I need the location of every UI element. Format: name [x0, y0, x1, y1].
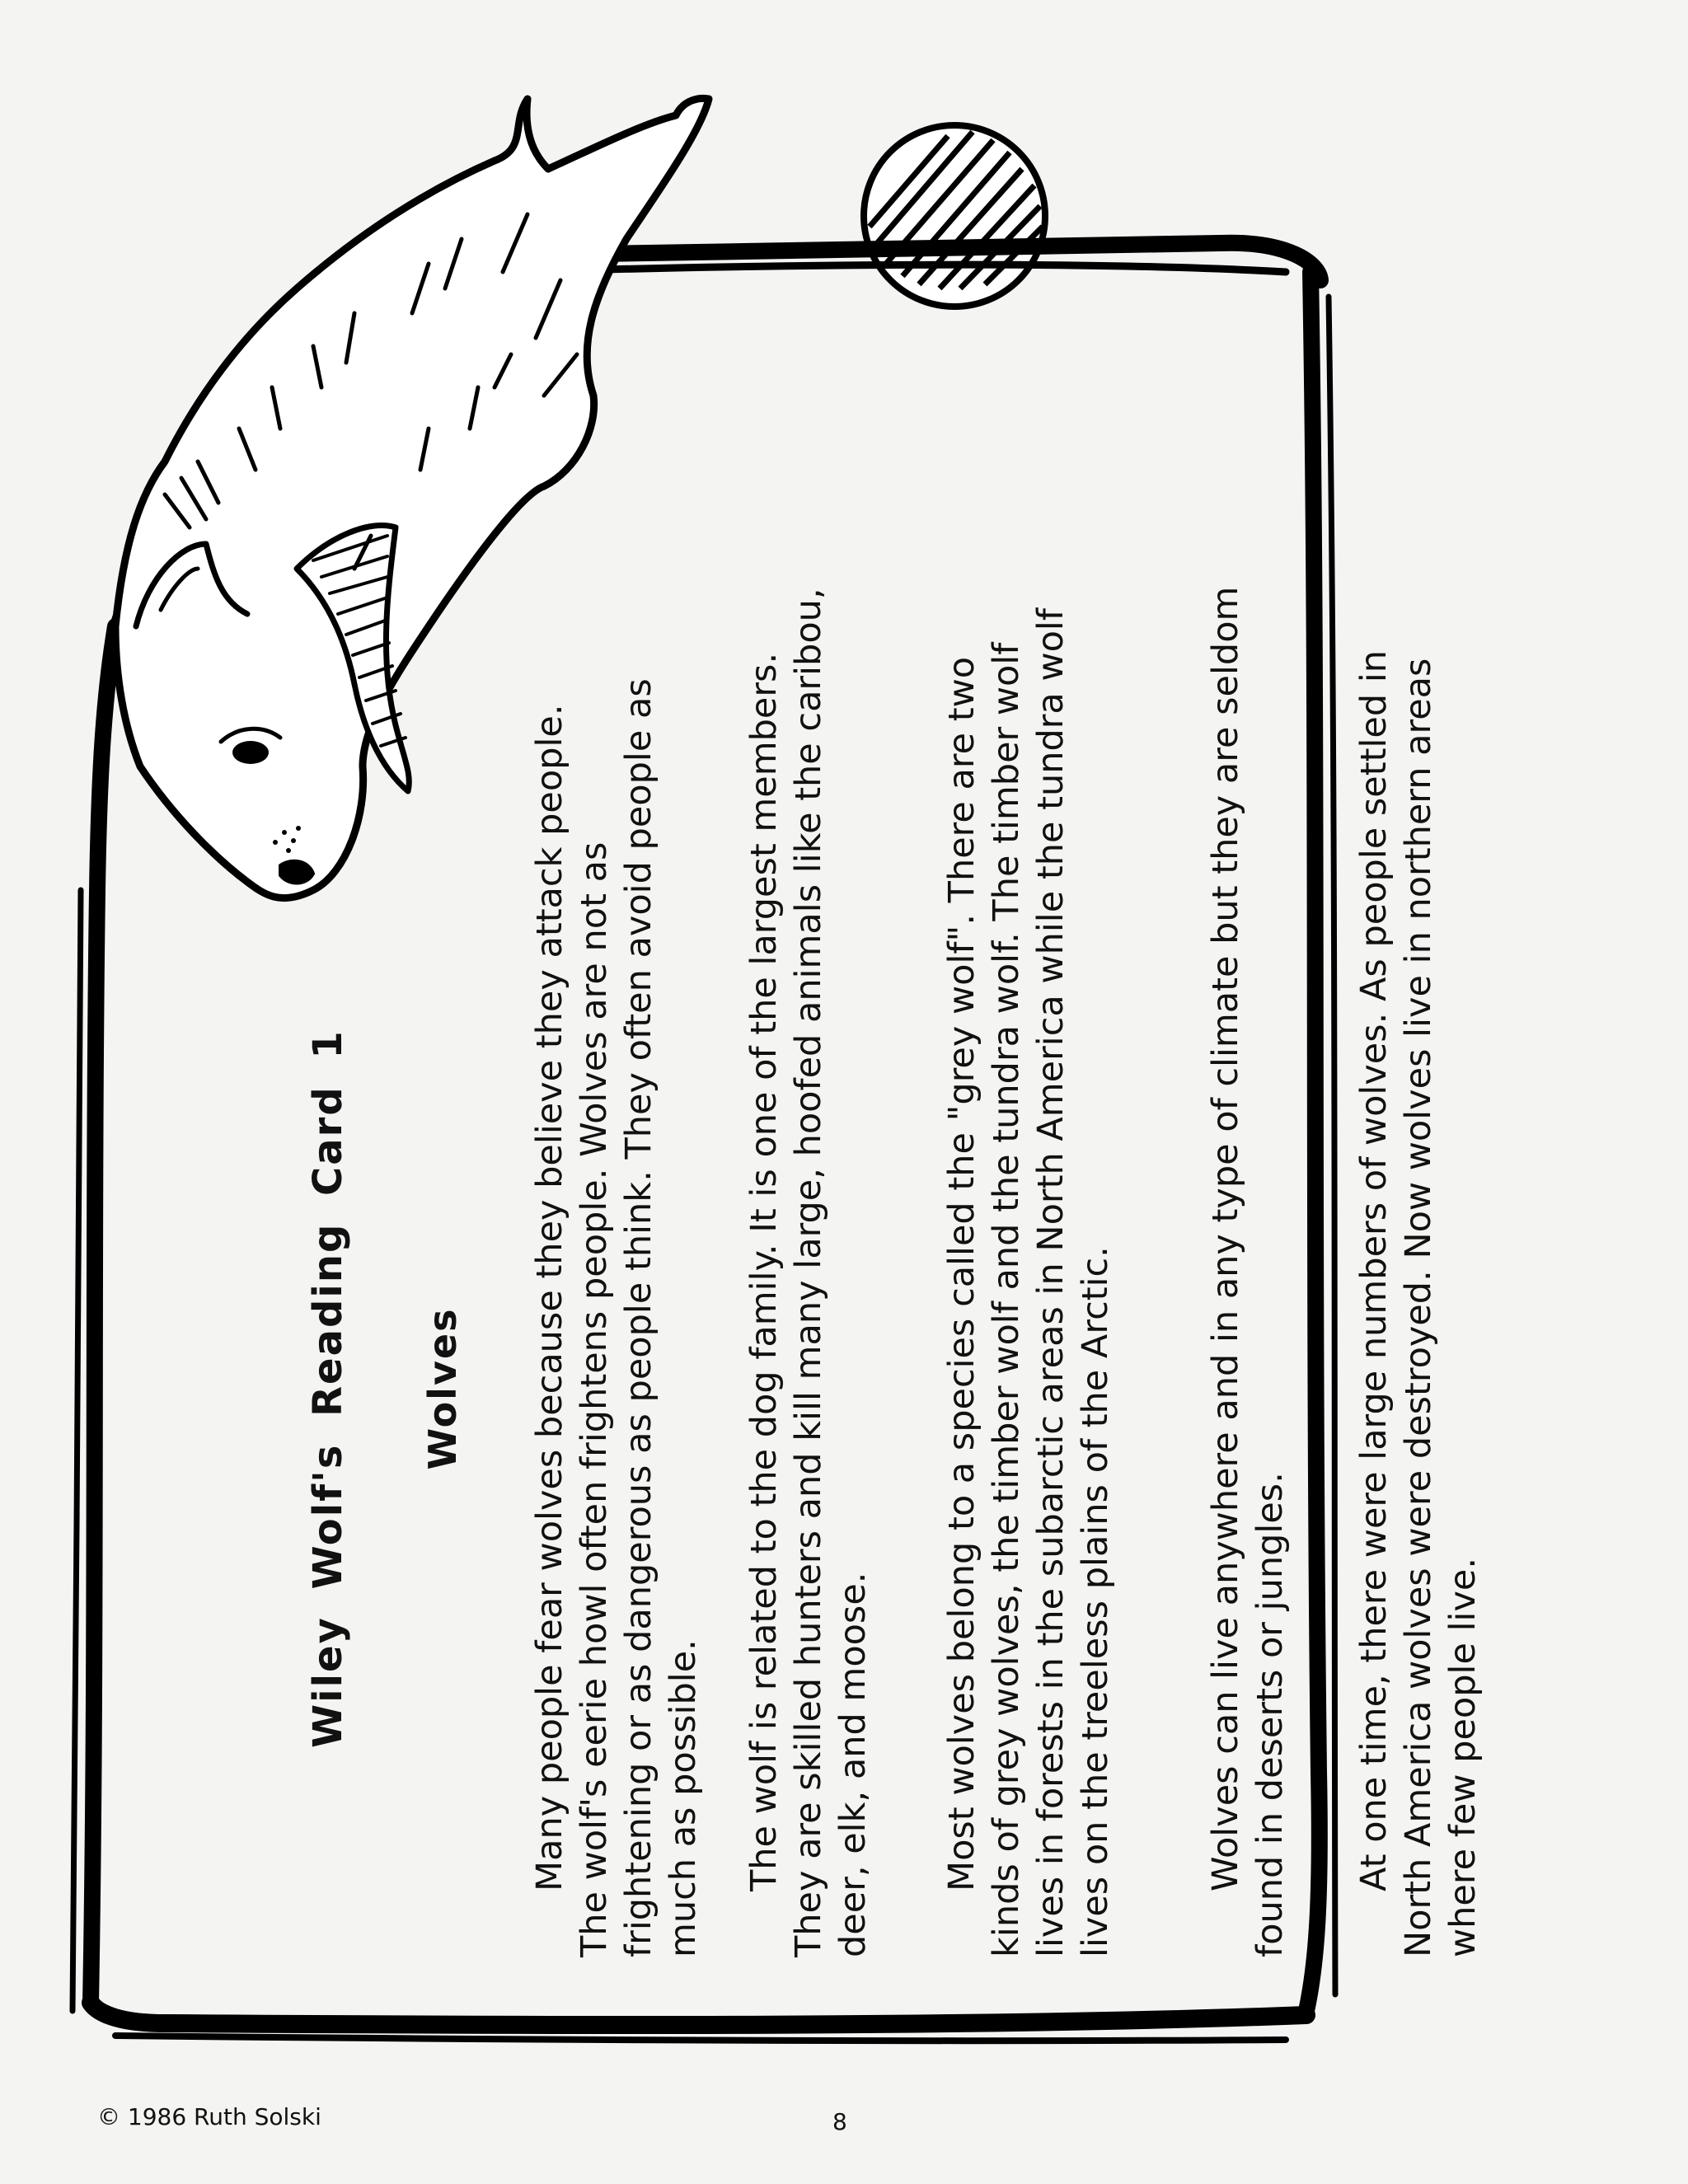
paragraph: Most wolves belong to a species called the "grey wolf". There are two kinds of grey wolves, the timber wolf and the tundra wolf. The timber wolf lives in forests in the subarctic areas in North America while the tundra wolf lives on the treeless plains of the Arctic.	[941, 607, 1116, 1957]
copyright-notice: © 1986 Ruth Solski	[97, 2103, 321, 2130]
paragraph: Many people fear wolves because they believe they attack people. The wolf's eerie howl often frightens people. Wolves are not as frightening or as dangerous as people think. They often avoid people as much as possible.	[529, 678, 704, 1957]
paragraph: The wolf is related to the dog family. It is one of the largest members. They are skilled hunters and kill many large, hoofed animals like the caribou, deer, elk, and moose.	[743, 588, 874, 1957]
paragraph: Wolves can live anywhere and in any type of climate but they are seldom found in deserts or jungles.	[1205, 586, 1291, 1957]
card-subtitle: Wolves	[420, 1307, 465, 1470]
page-number: 8	[832, 2108, 847, 2135]
card-title: Wiley Wolf's Reading Card 1	[305, 1029, 351, 1748]
paragraph: At one time, there were large numbers of wolves. As people settled in North America wolves were destroyed. Now wolves live in northern areas where few people live.	[1353, 649, 1484, 1957]
reading-card	[305, 194, 1484, 1974]
